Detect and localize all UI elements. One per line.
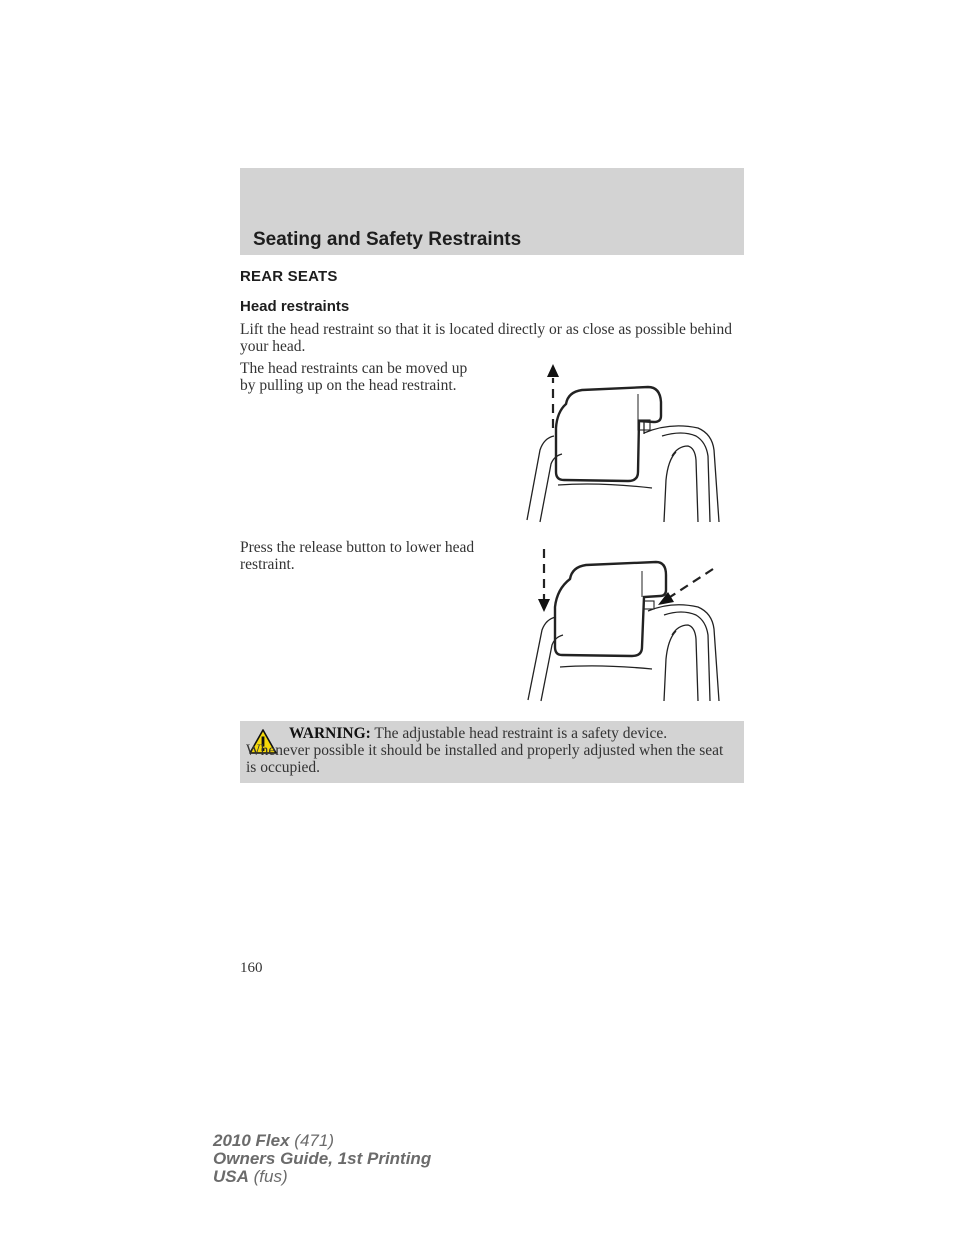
warning-message: The adjustable head restraint is a safety device. Whenever possible it should be installed and properly adjusted when the seat is occupied. bbox=[246, 725, 724, 776]
footer-edition: Owners Guide, 1st Printing bbox=[213, 1149, 432, 1168]
lower-instruction: Press the release button to lower head restraint. bbox=[240, 539, 475, 573]
subsection-heading: Head restraints bbox=[240, 298, 350, 315]
footer-model: 2010 Flex bbox=[213, 1131, 290, 1150]
lower-head-restraint-illustration bbox=[520, 545, 724, 705]
section-heading: REAR SEATS bbox=[240, 268, 338, 285]
raise-instruction: The head restraints can be moved up by pulling up on the head restraint. bbox=[240, 360, 468, 394]
raise-head-restraint-illustration bbox=[520, 360, 724, 526]
footer-market: USA bbox=[213, 1167, 249, 1186]
warning-label: WARNING: bbox=[289, 725, 371, 742]
section-header bbox=[240, 168, 744, 255]
document-footer bbox=[213, 1132, 431, 1186]
footer-model-code: (471) bbox=[294, 1131, 334, 1150]
warning-box bbox=[240, 721, 744, 783]
footer-market-code: (fus) bbox=[253, 1167, 288, 1186]
page-number: 160 bbox=[240, 960, 263, 976]
section-title: Seating and Safety Restraints bbox=[253, 229, 522, 250]
down-arrow-icon bbox=[538, 549, 550, 612]
warning-text bbox=[246, 725, 732, 776]
intro-paragraph: Lift the head restraint so that it is located directly or as close as possible behind your head. bbox=[240, 321, 732, 355]
